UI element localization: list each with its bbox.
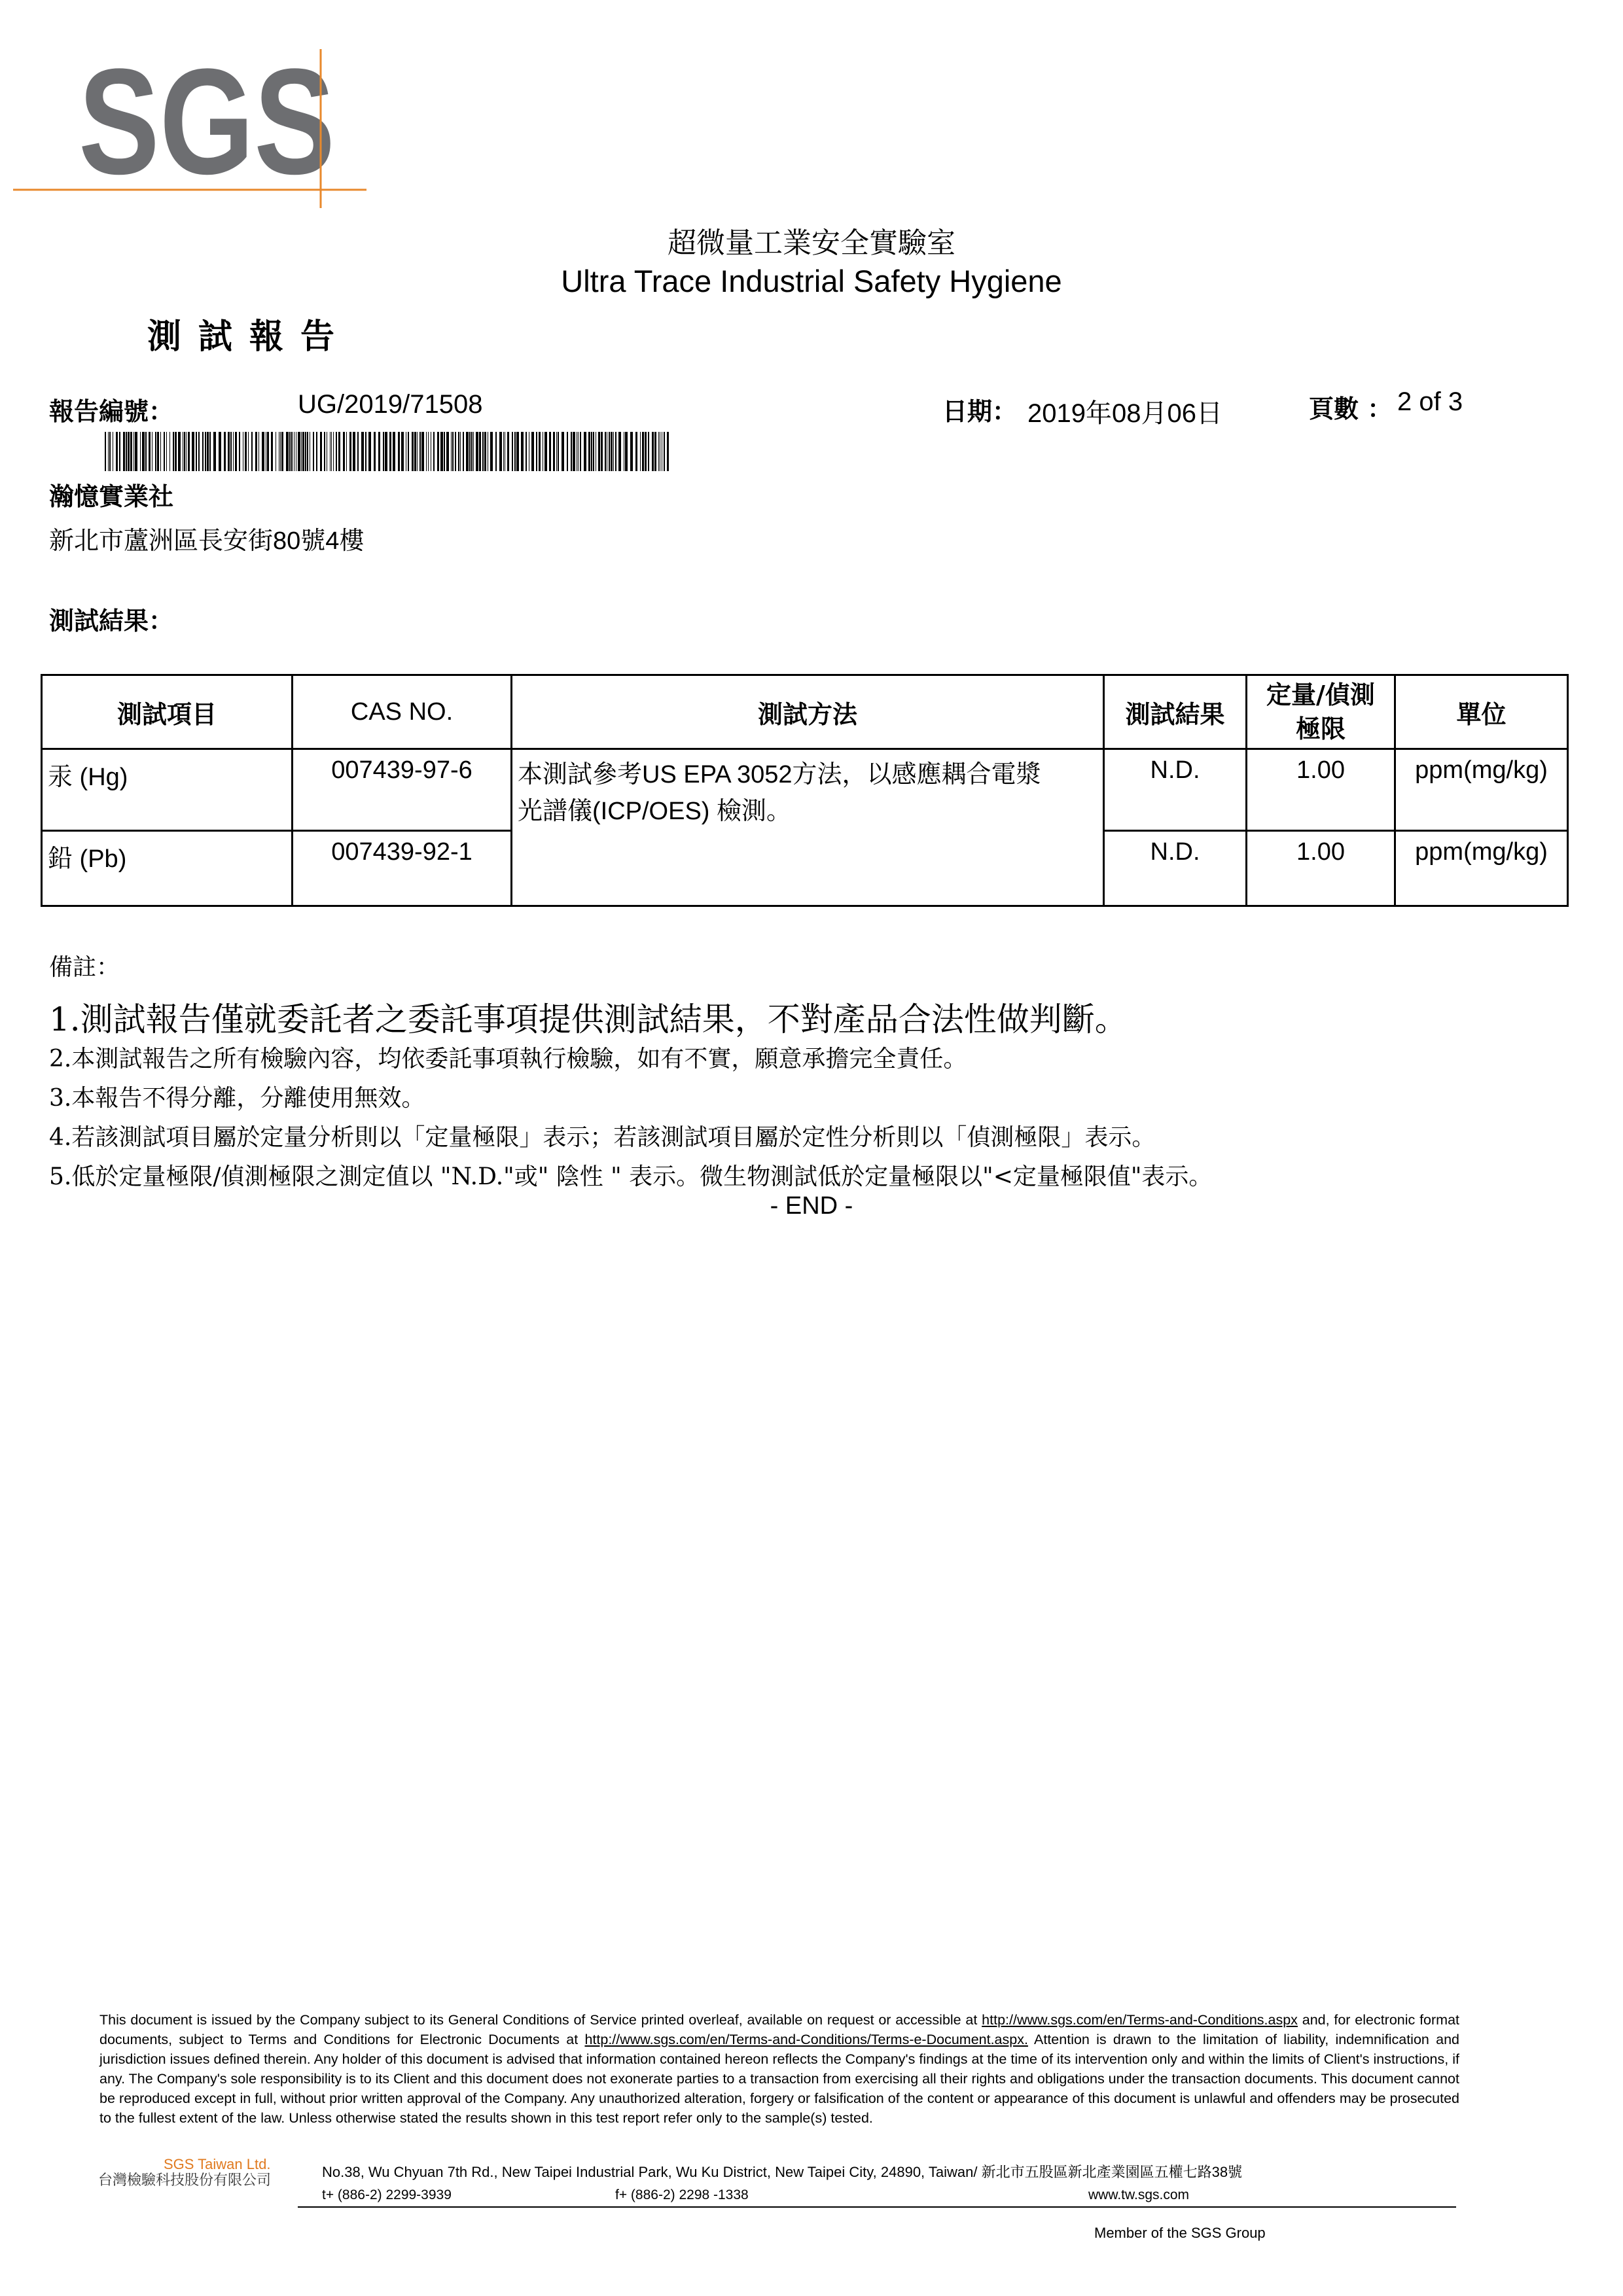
barcode-bar — [444, 432, 445, 471]
barcode-bar — [374, 432, 376, 471]
barcode-bar — [166, 432, 167, 471]
barcode-bar — [135, 432, 137, 471]
barcode-bar — [205, 432, 206, 471]
barcode-bar — [280, 432, 281, 471]
barcode-bar — [495, 432, 497, 471]
barcode-bar — [580, 432, 581, 471]
date-value: 2019年08月06日 — [1027, 399, 1222, 428]
barcode-bar — [281, 432, 283, 471]
barcode-bar — [499, 432, 502, 471]
barcode-bar — [630, 432, 633, 471]
barcode-bar — [419, 432, 421, 471]
cell-unit: ppm(mg/kg) — [1395, 749, 1568, 831]
barcode-bar — [164, 432, 165, 471]
barcode-bar — [455, 432, 456, 471]
note-item: 1.測試報告僅就委託者之委託事項提供測試結果，不對產品合法性做判斷。 — [49, 1000, 1128, 1038]
barcode-bar — [588, 432, 590, 471]
barcode-bar — [471, 432, 473, 471]
barcode-bar — [301, 432, 302, 471]
barcode-bar — [463, 432, 464, 471]
header-result: 測試結果 — [1104, 675, 1247, 749]
lab-name-cn: 超微量工業安全實驗室 — [668, 226, 955, 260]
barcode-bar — [536, 432, 537, 471]
header-cas: CAS NO. — [293, 675, 512, 749]
barcode-bar — [642, 432, 644, 471]
barcode-bar — [558, 432, 559, 471]
note-item: 5.低於定量極限/偵測極限之測定值以 "N.D."或" 陰性 " 表示。微生物測試低於定量極限以"<定量極限值"表示。 — [49, 1163, 1213, 1190]
footer-member: Member of the SGS Group — [1094, 2225, 1266, 2241]
barcode-bar — [507, 432, 509, 471]
barcode-image — [105, 432, 671, 471]
barcode-bar — [654, 432, 656, 471]
barcode-bar — [440, 432, 443, 471]
footer-address: No.38, Wu Chyuan 7th Rd., New Taipei Industrial Park, Wu Ku District, New Taipei City, 24890, Taiwan/ 新北市五股區新北產業園區五權七路38號 — [322, 2164, 1243, 2180]
note-item: 4.若該測試項目屬於定量分析則以「定量極限」表示；若該測試項目屬於定性分析則以「偵測極限」表示。 — [49, 1124, 1156, 1151]
barcode-bar — [188, 432, 190, 471]
header-unit: 單位 — [1395, 675, 1568, 749]
barcode-bar — [664, 432, 665, 471]
results-table — [41, 674, 1569, 907]
barcode-bar — [526, 432, 527, 471]
barcode-bar — [414, 432, 416, 471]
barcode-bar — [207, 432, 209, 471]
cell-result: N.D. — [1104, 831, 1247, 906]
barcode-bar — [645, 432, 647, 471]
disclaimer-text: Attention is drawn to the limitation of liability, indemnification and jurisdiction issues defined therein. Any holder of this document is advised that information contained hereon reflects the Company's findings at the time of its intervention only and within the limits of Client's instructions, if any. The Company's sole responsibility is to its Client and this document does not exonerate parties to a transaction from exercising all their rights and obligations under the transaction documents. This document cannot be reproduced except in full, without prior written approval of the Company. Any unauthorized alteration, forgery or falsification of the content or appearance of this document is unlawful and offenders may be prosecuted to the fullest extent of the law. Unless otherwise stated the results shown in this test report refer only to the sample(s) tested. — [99, 2032, 1459, 2126]
e-document-terms-link[interactable]: http://www.sgs.com/en/Terms-and-Conditions/Terms-e-Document.aspx. — [584, 2032, 1028, 2047]
barcode-bar — [601, 432, 603, 471]
cell-result: N.D. — [1104, 749, 1247, 831]
report-no-value: UG/2019/71508 — [298, 390, 483, 419]
barcode-bar — [298, 432, 300, 471]
document-title: 測試報告 — [147, 317, 352, 357]
barcode-bar — [235, 432, 237, 471]
barcode-bar — [336, 432, 337, 471]
barcode-bar — [233, 432, 234, 471]
header-limit — [1247, 675, 1395, 749]
barcode-bar — [116, 432, 118, 471]
barcode-bar — [466, 432, 469, 471]
barcode-bar — [571, 432, 572, 471]
page-value: 2 of 3 — [1397, 387, 1463, 416]
table-row — [42, 749, 1568, 831]
table-header-row — [42, 675, 1568, 749]
barcode-bar — [157, 432, 159, 471]
barcode-bar — [531, 432, 534, 471]
barcode-bar — [482, 432, 484, 471]
barcode-bar — [476, 432, 478, 471]
barcode-bar — [142, 432, 145, 471]
barcode-bar — [184, 432, 185, 471]
barcode-bar — [313, 432, 314, 471]
barcode-bar — [155, 432, 156, 471]
barcode-bar — [324, 432, 325, 471]
page-label: 頁數 ： — [1309, 394, 1393, 423]
disclaimer-text: and, for electronic format documents, subject to Terms and Conditions for Electronic Documents at — [99, 2012, 1459, 2047]
barcode-bar — [140, 432, 141, 471]
lab-name-en: Ultra Trace Industrial Safety Hygiene — [561, 264, 1062, 298]
barcode-bar — [618, 432, 621, 471]
barcode-bar — [361, 432, 364, 471]
barcode-bar — [479, 432, 481, 471]
footer-fax: f+ (886-2) 2298 -1338 — [615, 2187, 749, 2202]
barcode-bar — [123, 432, 125, 471]
barcode-bar — [331, 432, 332, 471]
client-name: 瀚憶實業社 — [49, 484, 174, 511]
barcode-bar — [417, 432, 418, 471]
barcode-bar — [239, 432, 240, 471]
barcode-bar — [368, 432, 371, 471]
barcode-bar — [593, 432, 594, 471]
barcode-bar — [473, 432, 474, 471]
barcode-bar — [316, 432, 317, 471]
barcode-bar — [173, 432, 174, 471]
barcode-bar — [484, 432, 486, 471]
note-item: 2.本測試報告之所有檢驗內容，均依委託事項執行檢驗，如有不實，願意承擔完全責任。 — [49, 1046, 967, 1072]
barcode-bar — [578, 432, 579, 471]
cell-method — [512, 749, 1104, 906]
report-no-label: 報告編號： — [49, 397, 174, 426]
barcode-bar — [105, 432, 106, 471]
barcode-bar — [145, 432, 147, 471]
legal-disclaimer — [99, 2010, 1459, 2128]
barcode-bar — [338, 432, 340, 471]
barcode-bar — [460, 432, 461, 471]
barcode-bar — [365, 432, 366, 471]
barcode-bar — [421, 432, 424, 471]
barcode-bar — [126, 432, 127, 471]
barcode-bar — [458, 432, 459, 471]
barcode-bar — [640, 432, 641, 471]
barcode-bar — [209, 432, 211, 471]
barcode-bar — [175, 432, 177, 471]
footer-company-cn: 台灣檢驗科技股份有限公司 — [98, 2172, 272, 2188]
barcode-bar — [160, 432, 161, 471]
barcode-bar — [452, 432, 454, 471]
barcode-bar — [186, 432, 187, 471]
footer-phone: t+ (886-2) 2299-3939 — [322, 2187, 452, 2202]
barcode-bar — [169, 432, 170, 471]
barcode-bar — [128, 432, 130, 471]
cell-cas: 007439-97-6 — [293, 749, 512, 831]
barcode-bar — [401, 432, 404, 471]
cell-item: 鉛 (Pb) — [42, 831, 293, 906]
barcode-bar — [307, 432, 308, 471]
barcode-bar — [609, 432, 610, 471]
barcode-bar — [267, 432, 269, 471]
barcode-bar — [248, 432, 249, 471]
client-address: 新北市蘆洲區長安街80號4樓 — [49, 527, 365, 555]
footer-website[interactable]: www.tw.sgs.com — [1088, 2187, 1190, 2202]
barcode-bar — [521, 432, 524, 471]
notes-title: 備註： — [49, 954, 120, 981]
barcode-bar — [262, 432, 264, 471]
barcode-bar — [178, 432, 181, 471]
barcode-bar — [503, 432, 504, 471]
barcode-bar — [615, 432, 616, 471]
disclaimer-text: This document is issued by the Company subject to its General Conditions of Service printed overleaf, available on request or accessible at — [99, 2012, 982, 2028]
barcode-bar — [346, 432, 347, 471]
barcode-bar — [514, 432, 516, 471]
barcode-bar — [398, 432, 400, 471]
footer-company-en: SGS Taiwan Ltd. — [164, 2156, 271, 2172]
barcode-bar — [198, 432, 200, 471]
method-line2: 光譜儀(ICP/OES) 檢測。 — [518, 798, 792, 825]
barcode-bar — [353, 432, 355, 471]
barcode-bar — [213, 432, 216, 471]
cell-cas: 007439-92-1 — [293, 831, 512, 906]
barcode-bar — [383, 432, 384, 471]
barcode-bar — [598, 432, 600, 471]
header-limit-line1: 定量/偵測 — [1266, 680, 1375, 709]
barcode-bar — [516, 432, 519, 471]
barcode-bar — [202, 432, 204, 471]
barcode-bar — [393, 432, 395, 471]
barcode-bar — [230, 432, 232, 471]
barcode-bar — [271, 432, 273, 471]
barcode-bar — [385, 432, 387, 471]
barcode-bar — [149, 432, 151, 471]
barcode-bar — [553, 432, 555, 471]
barcode-bar — [357, 432, 359, 471]
barcode-bar — [289, 432, 291, 471]
barcode-bar — [625, 432, 628, 471]
barcode-bar — [245, 432, 247, 471]
footer-divider — [298, 2206, 1456, 2208]
barcode-bar — [451, 432, 452, 471]
barcode-bar — [562, 432, 564, 471]
end-marker: - END - — [770, 1192, 853, 1220]
barcode-bar — [446, 432, 449, 471]
terms-link[interactable]: http://www.sgs.com/en/Terms-and-Conditions.aspx — [982, 2012, 1298, 2028]
header-limit-line2: 極限 — [1295, 714, 1346, 743]
cell-limit: 1.00 — [1247, 749, 1395, 831]
barcode-bar — [389, 432, 391, 471]
barcode-bar — [130, 432, 132, 471]
note-item: 3.本報告不得分離，分離使用無效。 — [49, 1085, 425, 1112]
barcode-bar — [539, 432, 541, 471]
sgs-logo-text: SGS — [79, 46, 335, 205]
barcode-bar — [605, 432, 606, 471]
barcode-bar — [378, 432, 380, 471]
barcode-bar — [667, 432, 669, 471]
barcode-bar — [333, 432, 334, 471]
barcode-bar — [343, 432, 345, 471]
barcode-bar — [192, 432, 194, 471]
sgs-logo — [13, 46, 370, 209]
barcode-bar — [426, 432, 427, 471]
barcode-bar — [119, 432, 120, 471]
cell-limit: 1.00 — [1247, 831, 1395, 906]
barcode-bar — [648, 432, 649, 471]
barcode-bar — [412, 432, 414, 471]
barcode-bar — [611, 432, 613, 471]
method-line1: 本測試參考US EPA 3052方法，以感應耦合電漿 — [518, 761, 1041, 788]
barcode-bar — [228, 432, 230, 471]
barcode-bar — [544, 432, 547, 471]
barcode-bar — [219, 432, 221, 471]
barcode-bar — [109, 432, 111, 471]
barcode-bar — [302, 432, 304, 471]
barcode-bar — [433, 432, 435, 471]
barcode-bar — [428, 432, 429, 471]
barcode-bar — [652, 432, 654, 471]
cell-item: 汞 (Hg) — [42, 749, 293, 831]
barcode-bar — [349, 432, 351, 471]
barcode-bar — [658, 432, 659, 471]
test-results-label: 測試結果： — [49, 606, 174, 635]
barcode-bar — [591, 432, 592, 471]
barcode-bar — [512, 432, 513, 471]
barcode-bar — [567, 432, 568, 471]
barcode-bar — [584, 432, 586, 471]
barcode-bar — [196, 432, 197, 471]
barcode-bar — [251, 432, 253, 471]
barcode-bar — [549, 432, 551, 471]
barcode-bar — [255, 432, 257, 471]
cell-unit: ppm(mg/kg) — [1395, 831, 1568, 906]
barcode-bar — [556, 432, 557, 471]
barcode-bar — [437, 432, 439, 471]
barcode-bar — [286, 432, 289, 471]
barcode-bar — [408, 432, 409, 471]
header-item: 測試項目 — [42, 675, 293, 749]
header-method: 測試方法 — [512, 675, 1104, 749]
barcode-bar — [291, 432, 293, 471]
barcode-bar — [490, 432, 493, 471]
barcode-bar — [305, 432, 306, 471]
barcode-bar — [613, 432, 614, 471]
barcode-bar — [469, 432, 471, 471]
barcode-bar — [573, 432, 575, 471]
barcode-bar — [320, 432, 322, 471]
barcode-bar — [108, 432, 109, 471]
barcode-bar — [635, 432, 637, 471]
barcode-bar — [224, 432, 226, 471]
date-label: 日期： — [942, 397, 1018, 426]
